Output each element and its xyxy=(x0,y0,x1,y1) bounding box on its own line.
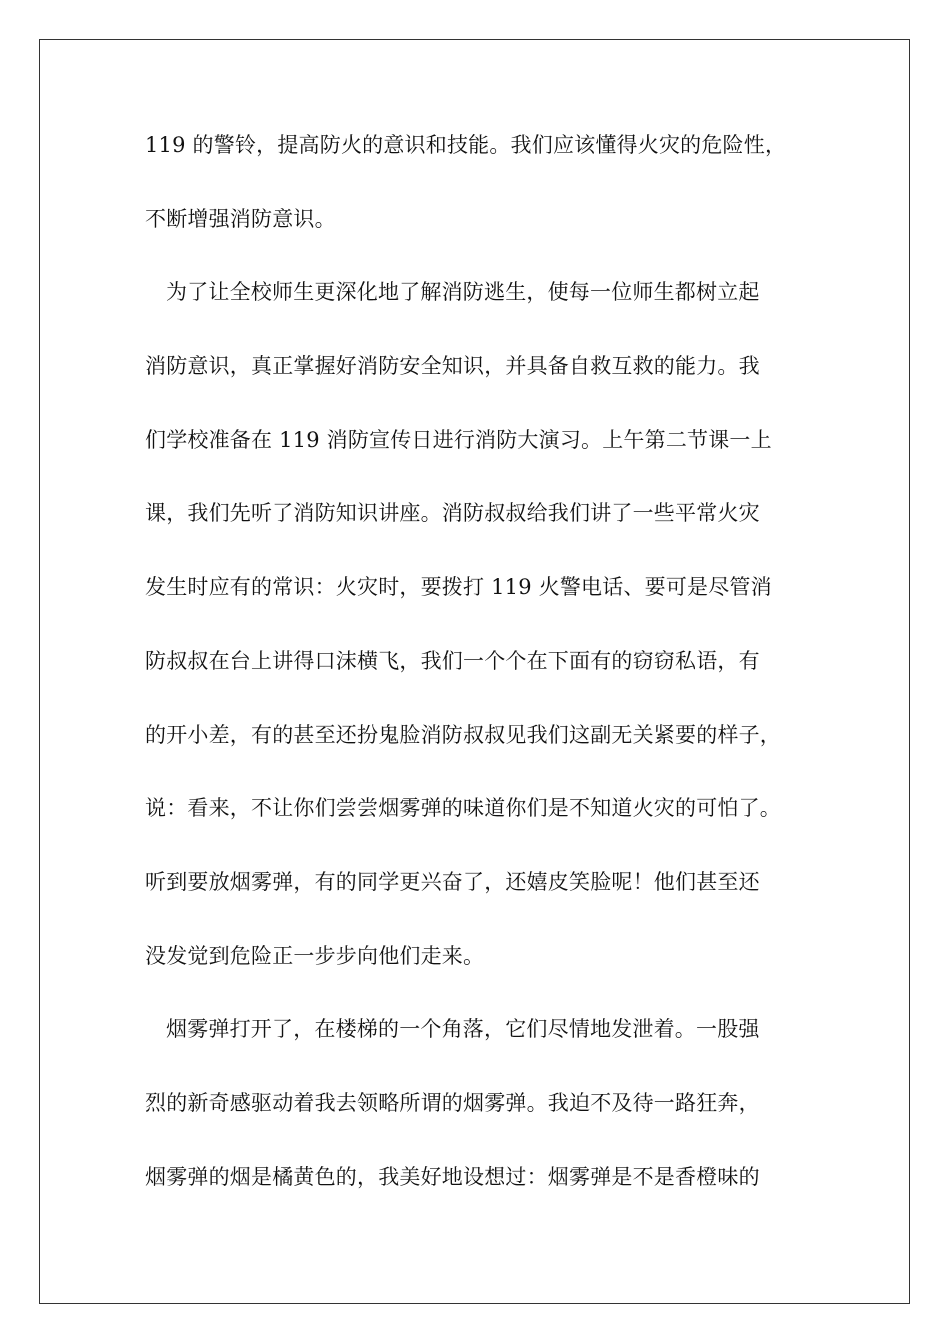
text-line: 的开小差，有的甚至还扮鬼脸消防叔叔见我们这副无关紧要的样子， xyxy=(145,722,781,747)
text-line: 不断增强消防意识。 xyxy=(145,206,336,231)
text-line: 烈的新奇感驱动着我去领略所谓的烟雾弹。我迫不及待一路狂奔， xyxy=(145,1090,760,1115)
text-line: 发生时应有的常识：火灾时，要拨打 119 火警电话、要可是尽管消 xyxy=(145,575,772,600)
text-line: 说：看来，不让你们尝尝烟雾弹的味道你们是不知道火灾的可怕了。 xyxy=(145,796,781,821)
text-line: 没发觉到危险正一步步向他们走来。 xyxy=(145,943,485,968)
document-body xyxy=(145,130,815,1235)
text-line: 听到要放烟雾弹，有的同学更兴奋了，还嬉皮笑脸呢！他们甚至还 xyxy=(145,869,760,894)
text-line: 防叔叔在台上讲得口沫横飞，我们一个个在下面有的窃窃私语，有 xyxy=(145,648,760,673)
text-line: 为了让全校师生更深化地了解消防逃生，使每一位师生都树立起 xyxy=(166,280,760,305)
text-line: 烟雾弹的烟是橘黄色的，我美好地设想过：烟雾弹是不是香橙味的 xyxy=(145,1164,760,1189)
text-line: 消防意识，真正掌握好消防安全知识，并具备自救互救的能力。我 xyxy=(145,354,760,379)
text-line: 课，我们先听了消防知识讲座。消防叔叔给我们讲了一些平常火灾 xyxy=(145,501,760,526)
text-line: 们学校准备在 119 消防宣传日进行消防大演习。上午第二节课一上 xyxy=(145,427,772,452)
text-line: 烟雾弹打开了，在楼梯的一个角落，它们尽情地发泄着。一股强 xyxy=(166,1017,760,1042)
text-line: 119 的警铃，提高防火的意识和技能。我们应该懂得火灾的危险性， xyxy=(145,133,787,157)
